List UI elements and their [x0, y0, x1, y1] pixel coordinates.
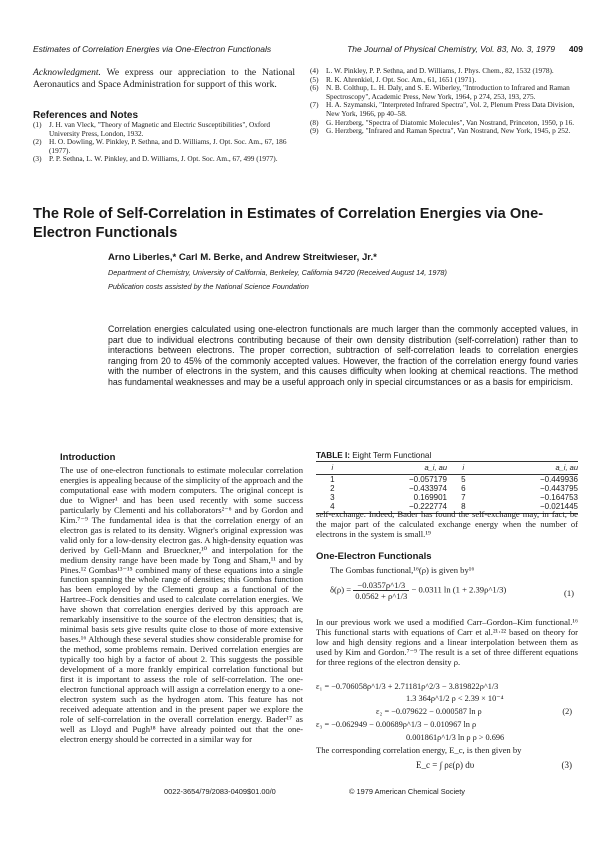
- affiliation: [108, 268, 568, 291]
- footer: [164, 787, 584, 796]
- footer-copyright: © 1979 American Chemical Society: [349, 787, 465, 796]
- reference-item: (2) H. O. Dowling, W. Pinkley, P. Sethna, and D. Williams, J. Opt. Soc. Am., 67, 186 (1977).: [33, 137, 287, 155]
- equation-1: [330, 580, 580, 610]
- gombas-intro: The Gombas functional,¹⁶(ρ) is given by¹⁶: [330, 565, 475, 575]
- self-exchange-text: self-exchange. Indeed, Bader has found the self-exchange may, in fact, be the major part of the calculated exchange energy when the number of electrons in the system is small.¹⁹: [316, 509, 578, 539]
- eq1-number: (1): [563, 588, 574, 598]
- equation-2a: ε₁ = −0.706058ρ^1/3 + 2.71181ρ^2/3 − 3.819822ρ^1/3: [316, 682, 499, 691]
- acknowledgment-text: We express our appreciation to the National Aeronautics and Space Administration for support of this work.: [33, 67, 296, 91]
- equation-2b: [316, 707, 578, 717]
- one-electron-heading: One-Electron Functionals: [316, 551, 432, 562]
- table-row: 2 −0.433974 6 −0.443795: [330, 484, 578, 493]
- equation-3b: 0.001861ρ^1/3 ln ρ ρ > 0.696: [406, 733, 505, 742]
- eq2-number: (2): [562, 707, 572, 716]
- eq1-denominator: 0.0562 + ρ^1/3: [355, 591, 408, 601]
- references-right: [310, 67, 585, 136]
- reference-item: (9) G. Herzberg, "Infrared and Raman Spectra", Van Nostrand, New York, 1945, p 252.: [310, 126, 571, 136]
- eq-ec: E_c = ∫ ρε(ρ) dυ: [416, 760, 475, 770]
- corr-energy-text: The corresponding correlation energy, E_c, is then given by: [316, 745, 522, 755]
- table-caption: Eight Term Functional: [352, 451, 432, 460]
- eq1-numerator: −0.0357ρ^1/3: [353, 580, 409, 591]
- reference-item: (7) H. A. Szymanski, "Interpreted Infrared Spectra", Vol. 2, Plenum Press Data Division, New York, 1966, pp 40–58.: [310, 100, 575, 118]
- references-left: [33, 121, 295, 164]
- table-row: 1 −0.057179 5 −0.449936: [330, 475, 578, 484]
- page-number: 409: [568, 44, 583, 54]
- equation-2a-cont: 1.3 364ρ^1/2 ρ < 2.39 × 10⁻⁴: [406, 694, 504, 703]
- reference-item: (4) L. W. Pinkley, P. P. Sethna, and D. Williams, J. Phys. Chem., 82, 1532 (1978).: [310, 66, 554, 75]
- reference-item: (8) G. Herzberg, "Spectra of Diatomic Molecules", Van Nostrand, Princeton, 1950, p 16.: [310, 117, 575, 127]
- table-row: 4 −0.222774 8 −0.021445: [316, 502, 578, 514]
- reference-item: (3) P. P. Sethna, L. W. Pinkley, and D. Williams, J. Opt. Soc. Am., 67, 499 (1977).: [33, 154, 278, 164]
- footer-code: 0022-3654/79/2083-0409$01.00/0: [164, 787, 276, 796]
- coefficient-table: [316, 461, 578, 514]
- eq3-number: (3): [561, 760, 572, 770]
- table-title: [316, 451, 431, 460]
- references-heading: References and Notes: [33, 110, 139, 121]
- eq2b-text: ε₂ = −0.079622 − 0.000587 ln ρ: [376, 707, 482, 716]
- authors: Arno Liberles,* Carl M. Berke, and Andrew Streitwieser, Jr.*: [108, 252, 377, 263]
- affiliation-text: Department of Chemistry, University of California, Berkeley, California 94720 (Received August 14, 1978): [108, 268, 447, 277]
- table-header-row: i a_i, au i a_i, au: [316, 462, 578, 475]
- article-title: The Role of Self-Correlation in Estimates of Correlation Energies via One-Electron Functionals: [33, 206, 544, 241]
- equation-3a: ε₃ = −0.062949 − 0.00689ρ^1/3 − 0.010967 ln ρ: [316, 720, 477, 729]
- reference-item: (1) J. H. van Vleck, "Theory of Magnetic and Electric Susceptibilities", Oxford University Press, London, 1932.: [33, 120, 271, 138]
- header-journal: The Journal of Physical Chemistry, Vol. 83, No. 3, 1979: [347, 44, 555, 54]
- carr-gordon-kim-text: In our previous work we used a modified Carr–Gordon–Kim functional.¹⁶ This functional starts with equations of Carr et al.²¹·²² based on theory for low and high density regions and a linear interpolation between them as used by Kim and Gordon.⁷⁻⁹ The result is a set of three different equations for three regions of the electron density ρ.: [316, 617, 578, 667]
- reference-item: (6) N. B. Colthup, L. H. Daly, and S. E. Wiberley, "Introduction to Infrared and Raman Spectroscopy", Academic Press, New York, 1964, p 274, 253, 193, 275.: [310, 83, 570, 101]
- table-row: 3 0.169901 7 −0.164753: [330, 493, 578, 502]
- eq1-tail: − 0.0311 ln (1 + 2.39ρ^1/3): [411, 584, 507, 595]
- abstract: Correlation energies calculated using one-electron functionals are much larger than the commonly accepted values, in part due to individual electrons contributing because of their own density distribution (self-correlation) rather than to interactions between electrons. The proper correction, subtraction of self-correlation leads to correlation energies ranging from 20 to 45% of the commonly accepted values. However, the fraction of the correlation energy found varies with the number of electrons in the system, and this causes difficulty when looking at chemical reactions. The method has fundamental weaknesses and may be a useful approach only in special circumstances or as a basis for empiricism.: [108, 324, 578, 387]
- introduction-heading: Introduction: [60, 452, 116, 463]
- introduction-text: The use of one-electron functionals to estimate molecular correlation energies is appealing because of the simplicity of the approach and the computational ease with modern computers. The original concept is due to Wigner¹ and has been used recently with some success particularly by Clementi and his collaborators²⁻⁶ and by Gordon and Kim.⁷⁻⁹ The fundamental idea is that the correlation energy of an electron gas is related to its density. Wigner's original expression was valid only for a low-density electron gas. A high-density equation was derived by Gell-Mann and Brueckner,¹⁰ and interpolation for the medium density range have been made by Tong and Sham,¹¹ and by Pines.¹² Gombas¹³⁻¹⁵ combined many of these equations into a single function spanning the whole range of densities; this Gombas function has been employed by the Clementi group as a functional of the Hartree–Fock densities and used to calculate correlation energies. We have shown that correlation energies derived by this approach are remarkably insensitive to the source of the electron densities; that is, minimal basis sets give results quite close to those of more extensive bases.¹⁶ Although these several studies show considerable promise for the method, some problems remain. Derived correlation energies are typically too high by a factor of about 2. This suggests the possible development of a more frankly empirical correlation functional but first it is important to assess the role of self-correlation. The one-electron functional approach will assign a correlation energy to a one-electron system such as the hydrogen atom. This feature has not received adequate attention and in the present paper we explore the role of self-correlation in the overall correlation energy. Bader¹⁷ as well as Lloyd and Pugh¹⁸ have already pointed out that the one-electron energy should be corrected in a similar way for: [60, 465, 303, 744]
- equation-3: [316, 760, 578, 776]
- eq1-fraction: [353, 580, 409, 601]
- eq1-lhs: δ(ρ) =: [330, 584, 352, 595]
- acknowledgment-label: Acknowledgment.: [33, 67, 101, 78]
- table-label: TABLE I:: [316, 451, 350, 460]
- publication-note: Publication costs assisted by the National Science Foundation: [108, 281, 309, 291]
- acknowledgment: [33, 67, 295, 92]
- header-left: Estimates of Correlation Energies via One-Electron Functionals: [33, 44, 272, 54]
- reference-item: (5) R. K. Ahrenkiel, J. Opt. Soc. Am., 61, 1651 (1971).: [310, 74, 477, 84]
